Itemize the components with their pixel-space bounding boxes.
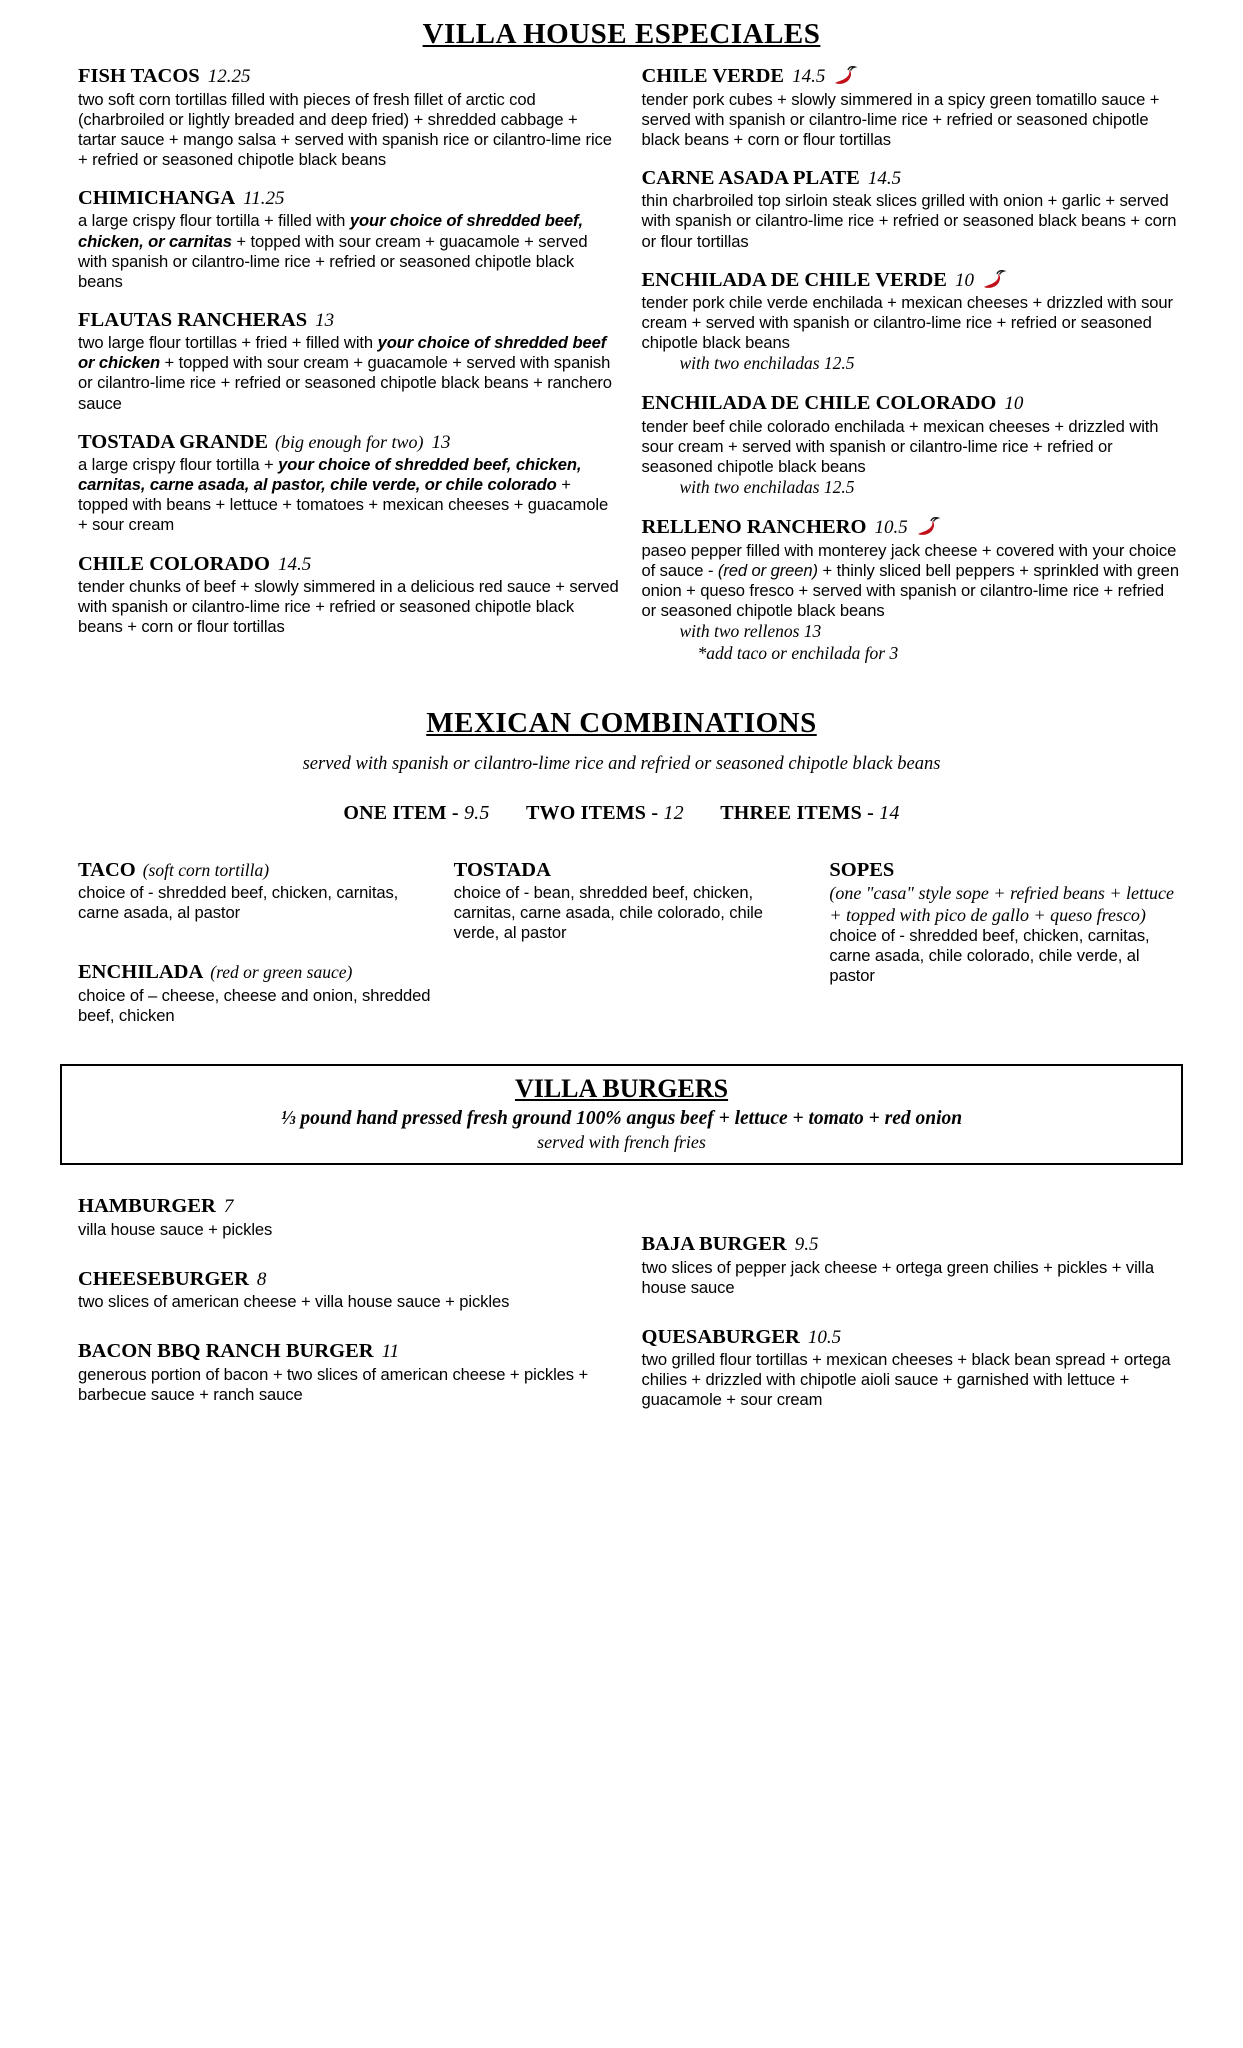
menu-item-name: QUESABURGER: [641, 1325, 800, 1348]
menu-item-note: with two enchiladas 12.5: [679, 477, 855, 498]
menu-item-price: 14.5: [277, 553, 312, 575]
especiales-title: VILLA HOUSE ESPECIALES: [422, 18, 821, 50]
menu-item-price: 14.5: [792, 66, 826, 87]
especiales-columns: [0, 65, 1243, 665]
menu-item-note-secondary: *add taco or enchilada for 3: [697, 642, 899, 663]
chili-pepper-icon: [832, 66, 858, 86]
menu-item-price: 10: [1004, 393, 1024, 415]
menu-item-name: CHILE VERDE: [641, 65, 785, 87]
menu-item-heading: [78, 187, 620, 211]
price-value: 12: [663, 801, 684, 824]
menu-item-price: 11.25: [243, 187, 285, 209]
menu-item-name: CHILE COLORADO: [78, 552, 270, 575]
desc-emphasis: your choice of shredded beef, chicken, carnitas, carne asada, al pastor, chile verde, or chile colorado: [78, 455, 582, 495]
menu-item-price: 13: [315, 309, 335, 331]
menu-item-heading: [78, 1195, 620, 1219]
desc-part: two large flour tortillas + fried + filled with: [78, 333, 378, 353]
desc-part: + topped with sour cream + guacamole + served with spanish or cilantro-lime rice + refried or seasoned chipotle black beans + ranchero sauce: [78, 353, 612, 413]
price-label: ONE ITEM -: [343, 801, 459, 824]
menu-item-name: SOPES: [829, 858, 895, 881]
desc-part: + topped with sour cream + guacamole + served with spanish or cilantro-lime rice + refried or seasoned chipotle black beans: [78, 231, 588, 291]
combinations-columns: [0, 859, 1243, 1026]
combinations-subtitle: served with spanish or cilantro-lime rice and refried or seasoned chipotle black beans: [302, 753, 941, 774]
desc-emphasis: your choice of shredded beef, chicken, or carnitas: [78, 211, 583, 251]
menu-item-description: choice of - bean, shredded beef, chicken, carnitas, carne asada, chile colorado, chile verde, al pastor: [453, 883, 763, 943]
menu-item-description: two soft corn tortillas filled with pieces of fresh fillet of arctic cod (charbroiled or lightly breaded and deep fried) + shredded cabbage + tartar sauce + mango salsa + served with spanish rice or cilantro-lime rice + refried or seasoned chipotle black beans: [78, 89, 612, 169]
menu-item: [642, 269, 1184, 376]
combinations-column-two: [454, 859, 808, 1026]
menu-item-description: [78, 455, 620, 535]
menu-item-description: two grilled flour tortillas + mexican cheeses + black bean spread + ortega chilies + drizzled with chipotle aioli sauce + garnished with lettuce + guacamole + sour cream: [641, 1350, 1171, 1410]
menu-item: [642, 1233, 1184, 1298]
menu-item-heading: [642, 516, 1184, 540]
especiales-left-column: [78, 65, 620, 665]
menu-item-description: villa house sauce + pickles: [78, 1219, 273, 1239]
menu-item-description: tender beef chile colorado enchilada + mexican cheeses + drizzled with sour cream + served with spanish or cilantro-lime rice + refried or seasoned chipotle black beans: [641, 416, 1159, 476]
menu-item-description: tender chunks of beef + slowly simmered in a delicious red sauce + served with spanish or cilantro-lime rice + refried or seasoned chipotle black beans + corn or flour tortillas: [78, 577, 619, 637]
menu-item: [78, 65, 620, 170]
menu-item-price: 10.5: [874, 516, 908, 538]
menu-item-description: tender pork cubes + slowly simmered in a spicy green tomatillo sauce + served with spanish or cilantro-lime rice + refried or seasoned chipotle black beans + corn or flour tortillas: [641, 89, 1160, 149]
combinations-title: MEXICAN COMBINATIONS: [426, 706, 817, 739]
menu-item-name: HAMBURGER: [78, 1195, 216, 1217]
menu-item-name: TOSTADA: [453, 858, 551, 881]
menu-item-price: 10.5: [807, 1326, 842, 1348]
menu-item-name: BAJA BURGER: [641, 1233, 787, 1255]
menu-item: [642, 392, 1184, 499]
menu-item: [78, 431, 620, 536]
menu-item-description: two slices of pepper jack cheese + ortega green chilies + pickles + villa house sauce: [641, 1257, 1154, 1297]
especiales-right-column: [642, 65, 1184, 665]
menu-item-description: generous portion of bacon + two slices of american cheese + pickles + barbecue sauce + ranch sauce: [78, 1364, 589, 1404]
burgers-right-column: [642, 1195, 1184, 1411]
menu-item-price: 7: [223, 1196, 234, 1217]
burgers-description-secondary: served with french fries: [537, 1132, 706, 1152]
menu-item-name: FLAUTAS RANCHERAS: [78, 308, 308, 331]
menu-item-heading: [78, 961, 432, 985]
menu-item-heading: [454, 859, 808, 883]
menu-item-heading: [78, 859, 432, 883]
menu-item-parenthetical: (soft corn tortilla): [142, 859, 270, 880]
menu-item-price: 12.25: [207, 66, 251, 87]
combinations-column-three: [829, 859, 1183, 1026]
menu-item: [78, 1340, 620, 1405]
menu-item-price: 9.5: [794, 1234, 819, 1255]
menu-item-note: with two enchiladas 12.5: [679, 353, 855, 374]
price-value: 14: [879, 801, 900, 824]
price-label: THREE ITEMS -: [720, 801, 874, 824]
menu-item: [454, 859, 808, 944]
menu-item: [78, 961, 432, 1026]
menu-item-description: choice of - shredded beef, chicken, carnitas, carne asada, al pastor: [78, 883, 399, 923]
menu-item-heading: [642, 392, 1184, 416]
menu-item-name: BACON BBQ RANCH BURGER: [78, 1340, 374, 1363]
desc-part: + topped with beans + lettuce + tomatoes + mexican cheeses + guacamole + sour cream: [78, 475, 609, 535]
menu-item-description: [78, 211, 620, 291]
menu-item-name: FISH TACOS: [78, 65, 200, 87]
chili-pepper-icon: [981, 270, 1007, 290]
menu-item-heading: [642, 65, 1184, 89]
menu-item: [78, 553, 620, 638]
burgers-title: VILLA BURGERS: [514, 1074, 729, 1103]
menu-item-name: CHIMICHANGA: [78, 186, 236, 209]
desc-emphasis: your choice of shredded beef or chicken: [78, 333, 607, 373]
burgers-columns: [0, 1195, 1243, 1411]
burgers-banner: [60, 1064, 1183, 1165]
menu-item: [642, 516, 1184, 665]
menu-item-heading: [78, 309, 620, 333]
menu-item-name: ENCHILADA: [78, 961, 204, 984]
menu-item-parenthetical: (one "casa" style sope + refried beans + lettuce + topped with pico de gallo + queso fresco): [829, 883, 1174, 925]
menu-item-heading: [78, 1268, 620, 1292]
menu-item: [78, 859, 432, 924]
menu-item-name: CHEESEBURGER: [78, 1267, 249, 1290]
menu-item-note: with two rellenos 13: [679, 620, 822, 641]
menu-item-description: [78, 333, 620, 413]
menu-item: [829, 859, 1183, 987]
price-label: TWO ITEMS -: [525, 801, 659, 824]
menu-item-heading: [78, 1340, 620, 1364]
menu-item-description: [642, 541, 1184, 621]
menu-item-price: 14.5: [867, 167, 902, 189]
menu-item-heading: [642, 167, 1184, 191]
menu-item-heading: [78, 65, 620, 89]
chili-pepper-icon: [915, 517, 941, 537]
menu-item-description: choice of – cheese, cheese and onion, shredded beef, chicken: [78, 985, 431, 1025]
desc-part: a large crispy flour tortilla + filled with: [78, 211, 350, 231]
menu-item-name: RELLENO RANCHERO: [641, 515, 867, 538]
menu-item-description: two slices of american cheese + villa house sauce + pickles: [78, 1292, 510, 1312]
menu-item-name: ENCHILADA DE CHILE VERDE: [641, 268, 947, 291]
desc-part: a large crispy flour tortilla +: [78, 455, 279, 475]
desc-part: + thinly sliced bell peppers + sprinkled with green onion + queso fresco + served with spanish or cilantro-lime rice + refried or seasoned chipotle black beans: [641, 560, 1179, 620]
menu-item-name: CARNE ASADA PLATE: [641, 166, 860, 189]
menu-item-description: choice of - shredded beef, chicken, carnitas, carne asada, chile colorado, chile verde, al pastor: [829, 926, 1150, 986]
menu-item-name: ENCHILADA DE CHILE COLORADO: [641, 392, 997, 415]
menu-item: [78, 309, 620, 414]
menu-item-description: tender pork chile verde enchilada + mexican cheeses + drizzled with sour cream + served with spanish or cilantro-lime rice + refried or seasoned chipotle black beans: [641, 293, 1173, 353]
combinations-column-one: [78, 859, 432, 1026]
desc-part: paseo pepper filled with monterey jack cheese + covered with your choice of sauce -: [641, 540, 1177, 580]
menu-item-name: TOSTADA GRANDE: [78, 430, 269, 453]
menu-item-heading: [642, 1233, 1184, 1257]
burgers-description-primary: ⅓ pound hand pressed fresh ground 100% angus beef + lettuce + tomato + red onion: [280, 1108, 963, 1129]
menu-item-name: TACO: [78, 858, 136, 881]
menu-item: [78, 1268, 620, 1313]
burgers-left-column: [78, 1195, 620, 1411]
menu-item: [642, 1326, 1184, 1411]
menu-item: [642, 167, 1184, 252]
menu-item-parenthetical: (big enough for two): [275, 431, 424, 452]
menu-item-parenthetical: (red or green sauce): [210, 962, 353, 983]
menu-item-description: thin charbroiled top sirloin steak slices grilled with onion + garlic + served with spanish or cilantro-lime rice + refried or seasoned black beans + corn or flour tortillas: [641, 191, 1177, 251]
menu-item-heading: [78, 431, 620, 455]
combinations-section: [0, 707, 1243, 1026]
menu-item-heading: [78, 553, 620, 577]
menu-item-price: 11: [381, 1341, 400, 1363]
menu-item-price: 13: [431, 431, 451, 453]
price-value: 9.5: [463, 801, 490, 824]
menu-item-price: 10: [954, 269, 974, 291]
menu-item: [642, 65, 1184, 150]
combinations-prices: [0, 802, 1243, 825]
menu-item-heading: [642, 269, 1184, 293]
menu-item-heading: [642, 1326, 1184, 1350]
menu-item-price: 8: [256, 1268, 267, 1290]
menu-item: [78, 1195, 620, 1240]
menu-item: [78, 187, 620, 292]
menu-item-heading: [829, 859, 1183, 883]
desc-emphasis: (red or green): [717, 560, 818, 580]
